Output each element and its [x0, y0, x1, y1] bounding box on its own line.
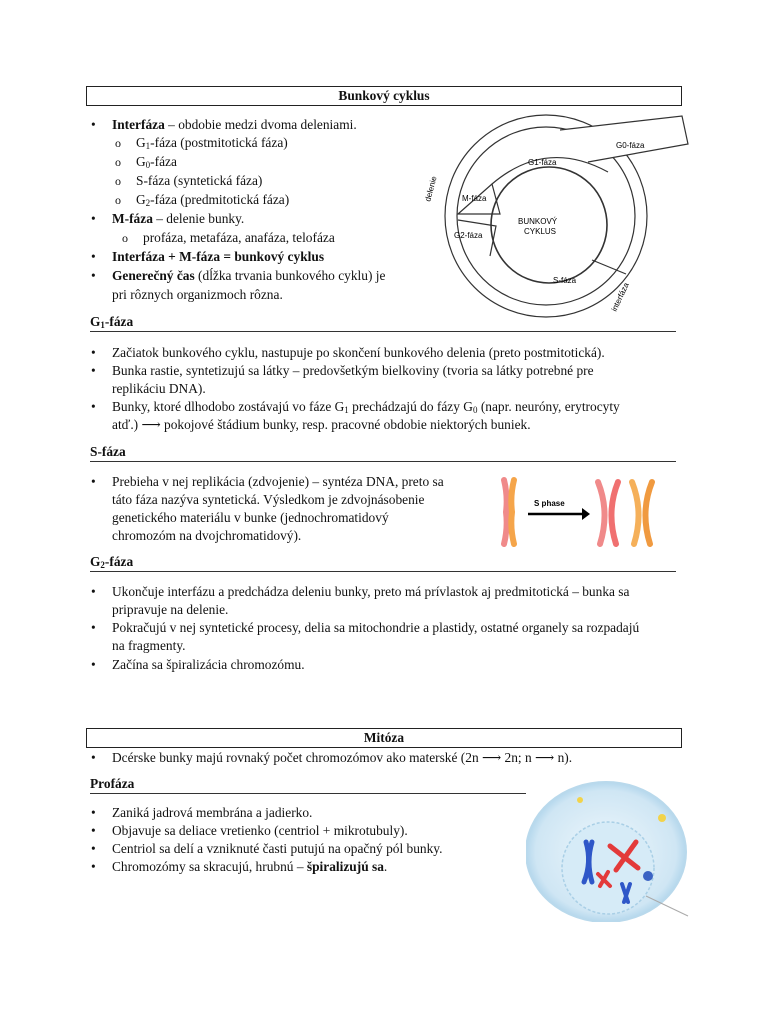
mfaza-definition: – delenie bunky.	[152, 211, 245, 226]
g1-heading-prefix: G	[90, 314, 101, 329]
generacny-cas-definition: (dĺžka trvania bunkového cyklu) je	[194, 268, 386, 283]
divider-g1	[90, 331, 676, 332]
g1-text: -fáza (postmitotická fáza)	[150, 135, 288, 150]
delenie-label: delenie	[423, 175, 439, 203]
g2-heading-prefix: G	[90, 554, 101, 569]
g0-prefix: G	[136, 154, 146, 169]
centriol-right	[658, 814, 666, 822]
heading-g1-faza	[90, 313, 133, 331]
g1-bullet-2: • Bunka rastie, syntetizujú sa látky – predovšetkým bielkoviny (tvoria sa látky potrebné pre	[112, 362, 594, 380]
g1-bullet-1: • Začiatok bunkového cyklu, nastupuje po skončení bunkového delenia (preto postmitotická).	[112, 344, 605, 362]
s-phase-label: S phase	[534, 499, 565, 508]
s-label: S-fáza	[553, 276, 577, 285]
list-item-mfaza-phases: o profáza, metafáza, anafáza, telofáza	[143, 229, 335, 247]
g0-label: G0-fáza	[616, 141, 645, 150]
profaza-bullet-2: • Objavuje sa deliace vretienko (centriol + mikrotubuly).	[112, 822, 408, 840]
g2-label: G2-fáza	[454, 231, 483, 240]
s-bullet-1-line-2: táto fáza nazýva syntetická. Výsledkom je zdvojnásobenie	[112, 492, 425, 507]
s-bullet-1-line-4: chromozóm na dvojchromatidový).	[112, 528, 302, 543]
g1-b3-sub-2: 0	[472, 405, 478, 415]
chromosome-red-x-b	[611, 482, 618, 544]
g0-branch	[560, 116, 688, 162]
g1-b3-sub-1: 1	[344, 405, 349, 415]
chromosome-orange-x-b	[645, 482, 652, 544]
divider-profaza	[90, 793, 526, 794]
list-item-g1	[136, 134, 288, 152]
profaza-bullet-3: • Centriol sa delí a vzniknuté časti putujú na opačný pól bunky.	[112, 840, 442, 858]
list-item-g0	[136, 153, 177, 171]
prophase-cell-figure	[526, 776, 696, 922]
g0-subscript: 0	[145, 160, 151, 170]
centriol-left	[577, 797, 583, 803]
g2-bullet-2: • Pokračujú v nej syntetické procesy, delia sa mitochondrie a plastidy, ostatné organely sa rozpadajú	[112, 619, 639, 637]
heading-g2-faza	[90, 553, 133, 571]
g2-bullet-2-continuation: na fragmenty.	[112, 638, 186, 653]
chromatid-orange-left	[511, 480, 514, 544]
center-label-2: CYKLUS	[524, 227, 557, 236]
g1-heading-subscript: 1	[100, 320, 105, 330]
list-item-g2	[136, 191, 289, 209]
profaza-b4-text: Chromozómy sa skracujú, hrubnú –	[112, 859, 307, 874]
interfaza-label: interfáza	[609, 281, 631, 313]
g2-text: -fáza (predmitotická fáza)	[150, 192, 290, 207]
mitoza-bullet-1: • Dcérske bunky majú rovnaký počet chromozómov ako materské (2n ⟶ 2n; n ⟶ n).	[112, 749, 572, 767]
s-phase-figure	[486, 474, 666, 550]
term-generacny-cas: Generečný čas	[112, 268, 195, 283]
profaza-bullet-4	[112, 858, 387, 876]
g2-bullet-3: • Začína sa špiralizácia chromozómu.	[112, 656, 305, 674]
g1-bullet-2-continuation: replikáciu DNA).	[112, 381, 206, 396]
g2-subscript: 2	[145, 198, 151, 208]
m-label: M-fáza	[462, 194, 487, 203]
section-title-bunkovy-cyklus: Bunkový cyklus	[86, 86, 682, 106]
heading-profaza: Profáza	[90, 776, 135, 791]
g1-bullet-3	[112, 398, 620, 416]
chromosome-red-x-a	[598, 482, 605, 544]
list-item-mfaza	[112, 210, 244, 228]
profaza-b4-bold: špiralizujú sa	[306, 859, 384, 874]
chromosome-orange-x-a	[632, 482, 639, 544]
section-title-mitoza: Mitóza	[86, 728, 682, 748]
g1-b3-text-3: (napr. neuróny, erytrocyty	[477, 399, 620, 414]
cell-cycle-diagram	[420, 108, 690, 320]
term-mfaza: M-fáza	[112, 211, 153, 226]
s-segment	[592, 260, 626, 274]
term-interfaza: Interfáza	[112, 117, 165, 132]
g2-bullet-1-continuation: pripravuje na delenie.	[112, 602, 229, 617]
g2-prefix: G	[136, 192, 146, 207]
list-item-generacny-cas	[112, 267, 385, 285]
equation-text: Interfáza + M-fáza = bunkový cyklus	[112, 249, 325, 264]
g1-b3-text-1: Bunky, ktoré dlhodobo zostávajú vo fáze G	[112, 399, 345, 414]
s-bullet-1: • Prebieha v nej replikácia (zdvojenie) – syntéza DNA, preto sa	[112, 473, 444, 491]
nucleolus	[643, 871, 653, 881]
g1-b3-text-2: prechádzajú do fázy G	[348, 399, 473, 414]
g1-bullet-3-continuation: atď.) ⟶ pokojové štádium bunky, resp. pracovné obdobie niektorých buniek.	[112, 417, 531, 432]
generacny-cas-continuation: pri rôznych organizmoch rôzna.	[112, 287, 283, 302]
g1-prefix: G	[136, 135, 146, 150]
list-item-interfaza	[112, 116, 357, 134]
profaza-b4-end: .	[383, 859, 388, 874]
g2-bullet-1: • Ukončuje interfázu a predchádza deleniu bunky, preto má prívlastok aj predmitotická – bunka sa	[112, 583, 629, 601]
profaza-bullet-1: • Zaniká jadrová membrána a jadierko.	[112, 804, 312, 822]
list-item-s: o S-fáza (syntetická fáza)	[136, 172, 262, 190]
heading-s-faza: S-fáza	[90, 444, 126, 459]
chromatid-red-left	[504, 480, 507, 544]
list-item-equation	[112, 248, 324, 266]
g0-text: -fáza	[150, 154, 177, 169]
center-label-1: BUNKOVÝ	[518, 217, 558, 226]
g2-heading-subscript: 2	[100, 560, 105, 570]
divider-s	[90, 461, 676, 462]
s-bullet-1-line-3: genetického materiálu v bunke (jednochromatidový	[112, 510, 389, 525]
interfaza-definition: – obdobie medzi dvoma deleniami.	[164, 117, 357, 132]
g1-label: G1-fáza	[528, 158, 557, 167]
s-phase-arrow-head	[582, 508, 590, 520]
g2-heading-text: -fáza	[104, 554, 134, 569]
divider-g2	[90, 571, 676, 572]
g1-heading-text: -fáza	[104, 314, 134, 329]
g1-subscript: 1	[145, 141, 151, 151]
